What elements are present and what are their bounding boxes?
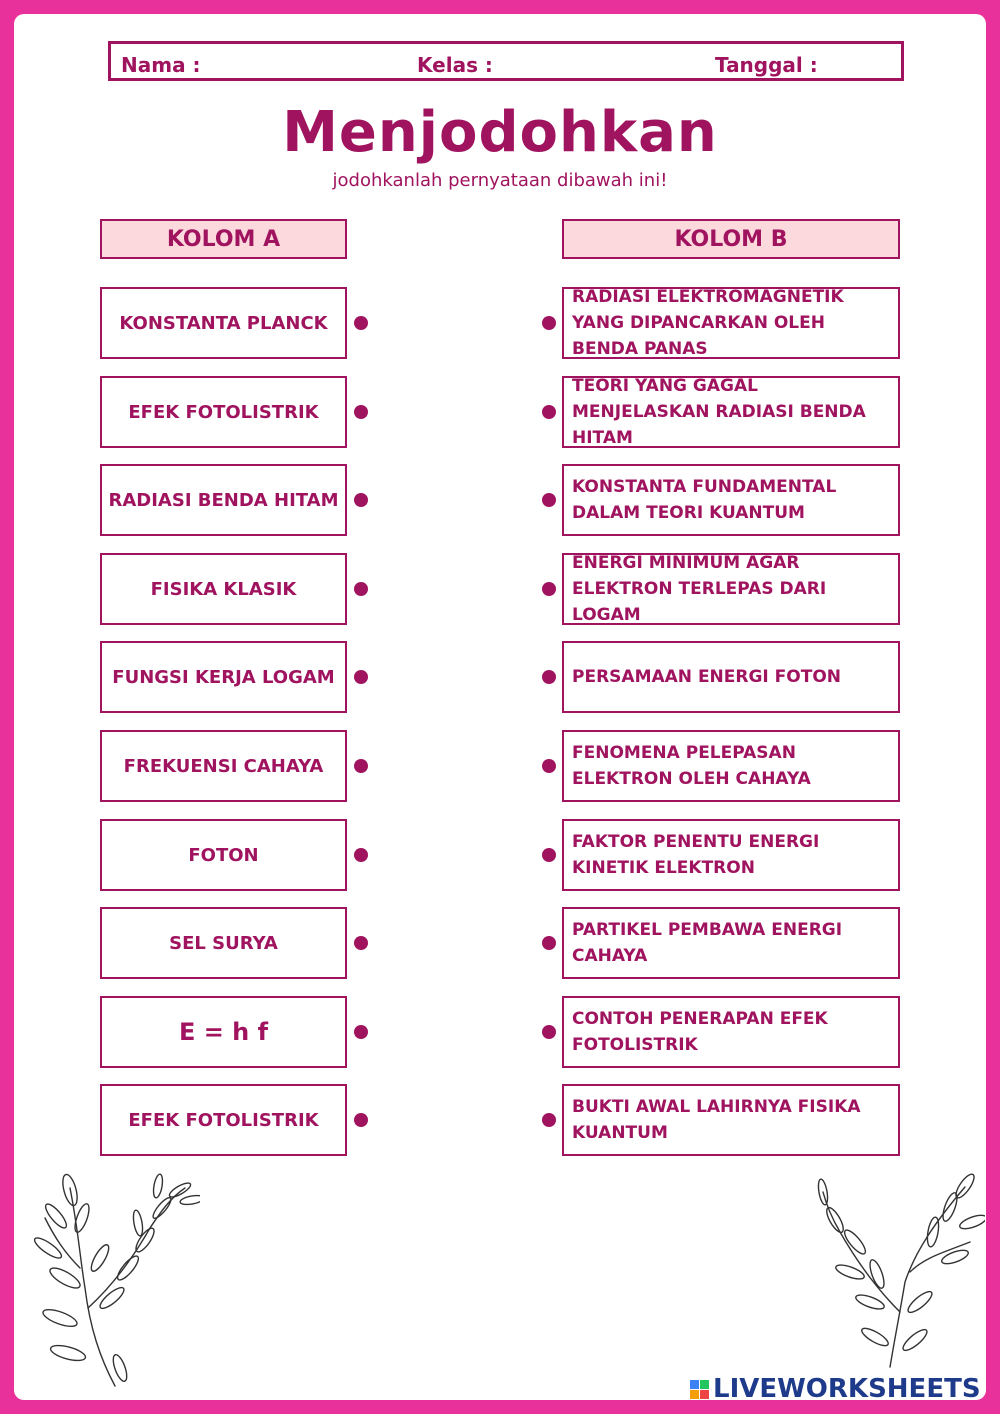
column-b-connector-dot[interactable] xyxy=(542,1113,556,1127)
column-a-item: KONSTANTA PLANCK xyxy=(100,287,347,359)
column-a-connector-dot[interactable] xyxy=(354,759,368,773)
column-b-header: KOLOM B xyxy=(562,219,900,259)
column-a-connector-dot[interactable] xyxy=(354,316,368,330)
tanggal-label: Tanggal : xyxy=(715,53,818,77)
leaf-branch-left-icon xyxy=(20,1168,200,1393)
column-a-header: KOLOM A xyxy=(100,219,347,259)
column-a-item: FISIKA KLASIK xyxy=(100,553,347,625)
column-a-connector-dot[interactable] xyxy=(354,1113,368,1127)
column-b-connector-dot[interactable] xyxy=(542,316,556,330)
leaf-branch-right-icon xyxy=(805,1162,985,1372)
liveworksheets-logo xyxy=(690,1374,981,1404)
page-subtitle: jodohkanlah pernyataan dibawah ini! xyxy=(332,170,668,191)
nama-label: Nama : xyxy=(121,53,201,77)
column-b-connector-dot[interactable] xyxy=(542,848,556,862)
column-a-item: SEL SURYA xyxy=(100,907,347,979)
column-b-connector-dot[interactable] xyxy=(542,936,556,950)
column-a-connector-dot[interactable] xyxy=(354,670,368,684)
column-b-item: PARTIKEL PEMBAWA ENERGI CAHAYA xyxy=(562,907,900,979)
column-b-connector-dot[interactable] xyxy=(542,670,556,684)
column-b-connector-dot[interactable] xyxy=(542,1025,556,1039)
column-a-connector-dot[interactable] xyxy=(354,1025,368,1039)
column-b-connector-dot[interactable] xyxy=(542,759,556,773)
column-b-item: PERSAMAAN ENERGI FOTON xyxy=(562,641,900,713)
column-b-item: FAKTOR PENENTU ENERGI KINETIK ELEKTRON xyxy=(562,819,900,891)
column-b-connector-dot[interactable] xyxy=(542,582,556,596)
column-a-item: FOTON xyxy=(100,819,347,891)
column-b-item: KONSTANTA FUNDAMENTAL DALAM TEORI KUANTUM xyxy=(562,464,900,536)
column-a-item: RADIASI BENDA HITAM xyxy=(100,464,347,536)
liveworksheets-logo-text: LIVEWORKSHEETS xyxy=(713,1374,981,1404)
column-a-connector-dot[interactable] xyxy=(354,848,368,862)
student-info-box xyxy=(108,41,904,81)
column-a-item: FREKUENSI CAHAYA xyxy=(100,730,347,802)
column-a-item: E = h f xyxy=(100,996,347,1068)
column-b-item: BUKTI AWAL LAHIRNYA FISIKA KUANTUM xyxy=(562,1084,900,1156)
column-b-item: FENOMENA PELEPASAN ELEKTRON OLEH CAHAYA xyxy=(562,730,900,802)
column-b-connector-dot[interactable] xyxy=(542,493,556,507)
column-b-item: CONTOH PENERAPAN EFEK FOTOLISTRIK xyxy=(562,996,900,1068)
kelas-label: Kelas : xyxy=(417,53,493,77)
column-b-item: TEORI YANG GAGAL MENJELASKAN RADIASI BENDA HITAM xyxy=(562,376,900,448)
column-a-item: EFEK FOTOLISTRIK xyxy=(100,1084,347,1156)
column-a-item: FUNGSI KERJA LOGAM xyxy=(100,641,347,713)
page-title: Menjodohkan xyxy=(282,100,718,165)
column-a-connector-dot[interactable] xyxy=(354,936,368,950)
column-a-connector-dot[interactable] xyxy=(354,582,368,596)
column-a-connector-dot[interactable] xyxy=(354,405,368,419)
column-a-item: EFEK FOTOLISTRIK xyxy=(100,376,347,448)
liveworksheets-logo-icon xyxy=(690,1380,709,1399)
column-b-item: ENERGI MINIMUM AGAR ELEKTRON TERLEPAS DARI LOGAM xyxy=(562,553,900,625)
column-b-connector-dot[interactable] xyxy=(542,405,556,419)
column-b-item: RADIASI ELEKTROMAGNETIK YANG DIPANCARKAN OLEH BENDA PANAS xyxy=(562,287,900,359)
column-a-connector-dot[interactable] xyxy=(354,493,368,507)
